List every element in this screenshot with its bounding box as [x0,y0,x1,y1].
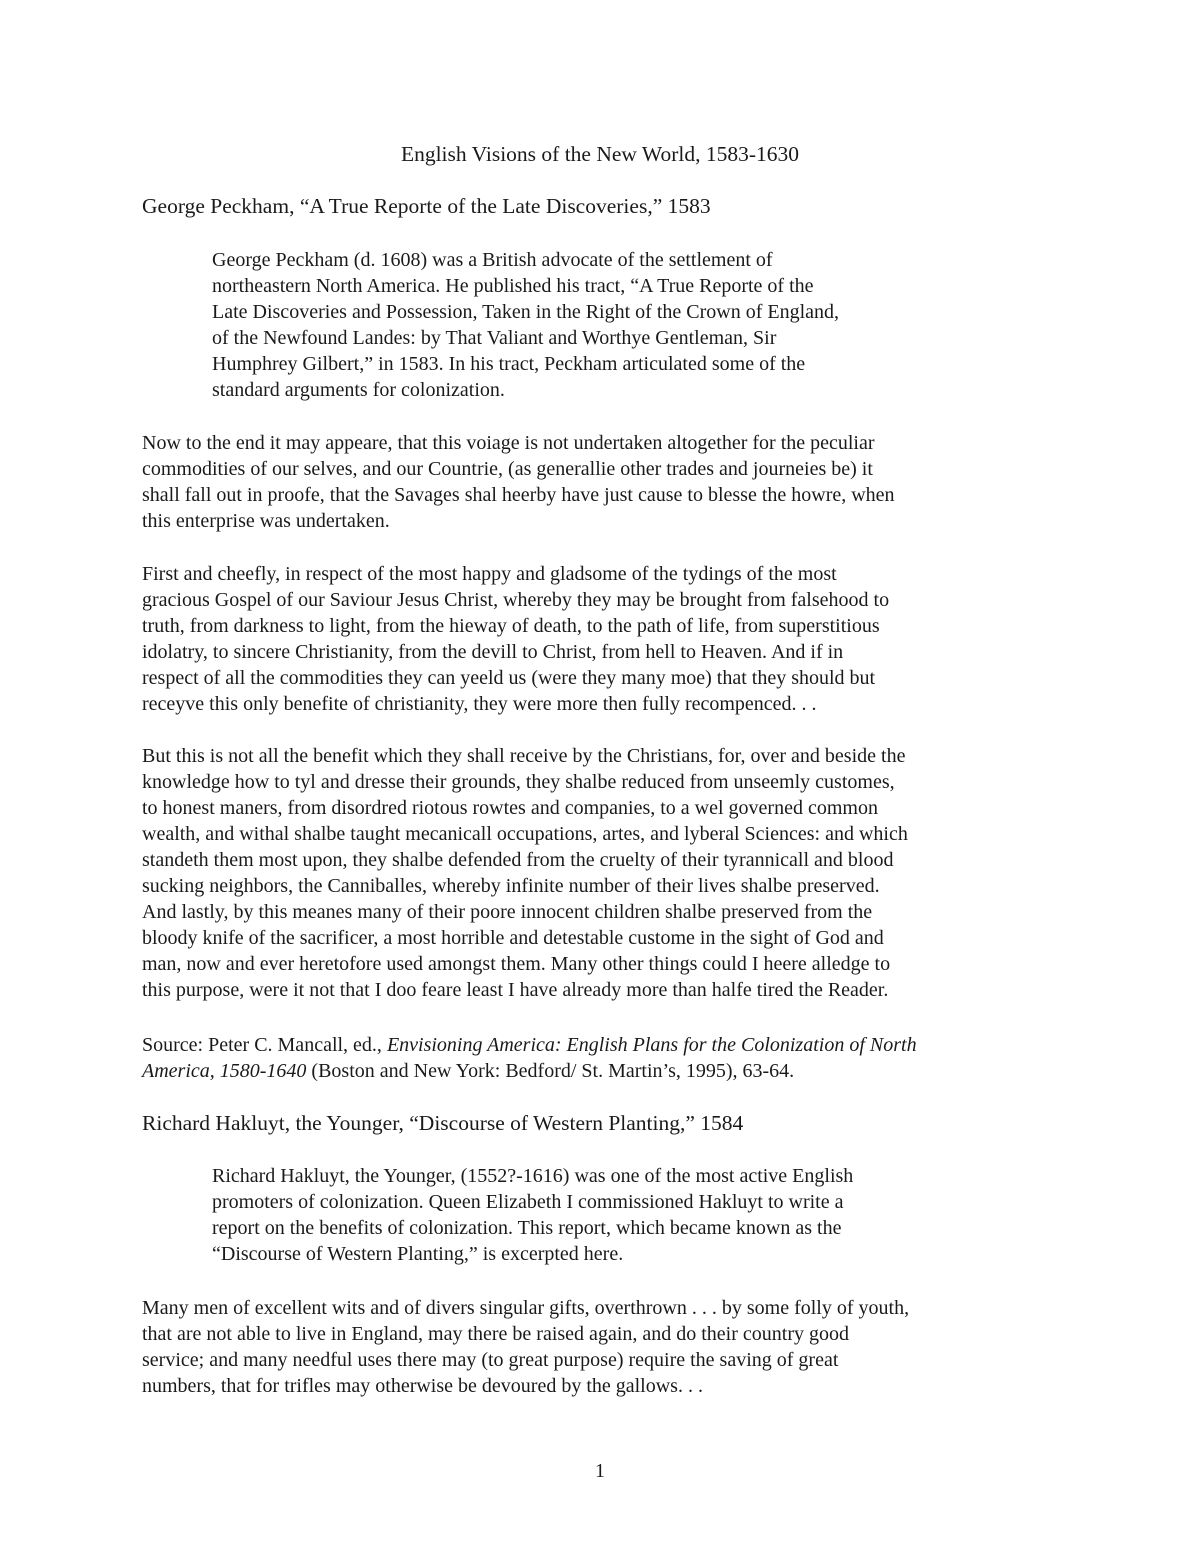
body-paragraph-1 [142,430,1062,534]
paragraph-line: Many men of excellent wits and of divers singular gifts, overthrown . . . by some folly of youth, [142,1297,910,1319]
section-intro-hakluyt [212,1163,992,1267]
paragraph-line: to honest maners, from disordred riotous rowtes and companies, to a wel governed common [142,797,878,819]
intro-line: standard arguments for colonization. [212,379,505,401]
body-paragraph-4 [142,1295,1062,1399]
section-heading-hakluyt: Richard Hakluyt, the Younger, “Discourse of Western Planting,” 1584 [142,1111,744,1135]
paragraph-line: And lastly, by this meanes many of their poore innocent children shalbe preserved from the [142,901,873,923]
paragraph-line: bloody knife of the sacrificer, a most horrible and detestable custome in the sight of God and [142,927,884,949]
paragraph-line: receyve this only benefite of christianity, they were more then fully recompenced. . . [142,693,817,715]
paragraph-line: truth, from darkness to light, from the hieway of death, to the path of life, from superstitious [142,615,880,637]
paragraph-line: But this is not all the benefit which they shall receive by the Christians, for, over and beside the [142,745,906,767]
paragraph-line: idolatry, to sincere Christianity, from the devill to Christ, from hell to Heaven. And if in [142,641,844,663]
paragraph-line: this enterprise was undertaken. [142,510,390,532]
source-citation [142,1032,1062,1084]
paragraph-line: sucking neighbors, the Canniballes, whereby infinite number of their lives shalbe preserved. [142,875,880,897]
source-suffix: (Boston and New York: Bedford/ St. Martin’s, 1995), 63-64. [306,1060,795,1082]
page-number: 1 [595,1460,605,1482]
paragraph-line: man, now and ever heretofore used amongst them. Many other things could I heere alledge to [142,953,891,975]
source-book-title: Envisioning America: English Plans for the Colonization of North [386,1034,917,1056]
paragraph-line: knowledge how to tyl and dresse their grounds, they shalbe reduced from unseemly customes, [142,771,895,793]
intro-line: Richard Hakluyt, the Younger, (1552?-1616) was one of the most active English [212,1165,854,1187]
section-intro-peckham [212,247,992,403]
paragraph-line: service; and many needful uses there may (to great purpose) require the saving of great [142,1349,839,1371]
source-prefix: Source: Peter C. Mancall, ed., [142,1034,387,1056]
paragraph-line: commodities of our selves, and our Countrie, (as generallie other trades and journeies be) it [142,458,873,480]
source-book-title-cont: America, 1580-1640 [142,1060,307,1082]
paragraph-line: respect of all the commodities they can yeeld us (were they many moe) that they should but [142,667,876,689]
intro-line: “Discourse of Western Planting,” is excerpted here. [212,1243,624,1265]
body-paragraph-3 [142,743,1062,1003]
intro-line: Late Discoveries and Possession, Taken in the Right of the Crown of England, [212,301,840,323]
body-paragraph-2 [142,561,1062,717]
page-title: English Visions of the New World, 1583-1630 [400,142,800,166]
intro-line: Humphrey Gilbert,” in 1583. In his tract, Peckham articulated some of the [212,353,806,375]
paragraph-line: that are not able to live in England, may there be raised again, and do their country good [142,1323,849,1345]
intro-line: report on the benefits of colonization. This report, which became known as the [212,1217,842,1239]
paragraph-line: gracious Gospel of our Saviour Jesus Christ, whereby they may be brought from falsehood to [142,589,890,611]
paragraph-line: shall fall out in proofe, that the Savages shal heerby have just cause to blesse the howre, when [142,484,895,506]
section-heading-peckham: George Peckham, “A True Reporte of the Late Discoveries,” 1583 [142,194,711,218]
paragraph-line: First and cheefly, in respect of the most happy and gladsome of the tydings of the most [142,563,837,585]
paragraph-line: Now to the end it may appeare, that this voiage is not undertaken altogether for the peculiar [142,432,875,454]
intro-line: George Peckham (d. 1608) was a British advocate of the settlement of [212,249,773,271]
intro-line: of the Newfound Landes: by That Valiant and Worthye Gentleman, Sir [212,327,777,349]
source-line-1 [142,1032,1062,1058]
source-line-2 [142,1058,1062,1084]
paragraph-line: wealth, and withal shalbe taught mecanicall occupations, artes, and lyberal Sciences: and which [142,823,908,845]
paragraph-line: standeth them most upon, they shalbe defended from the cruelty of their tyrannicall and blood [142,849,894,871]
paragraph-line: numbers, that for trifles may otherwise be devoured by the gallows. . . [142,1375,703,1397]
paragraph-line: this purpose, were it not that I doo feare least I have already more than halfe tired the Reader. [142,979,889,1001]
intro-line: northeastern North America. He published his tract, “A True Reporte of the [212,275,814,297]
intro-line: promoters of colonization. Queen Elizabeth I commissioned Hakluyt to write a [212,1191,844,1213]
